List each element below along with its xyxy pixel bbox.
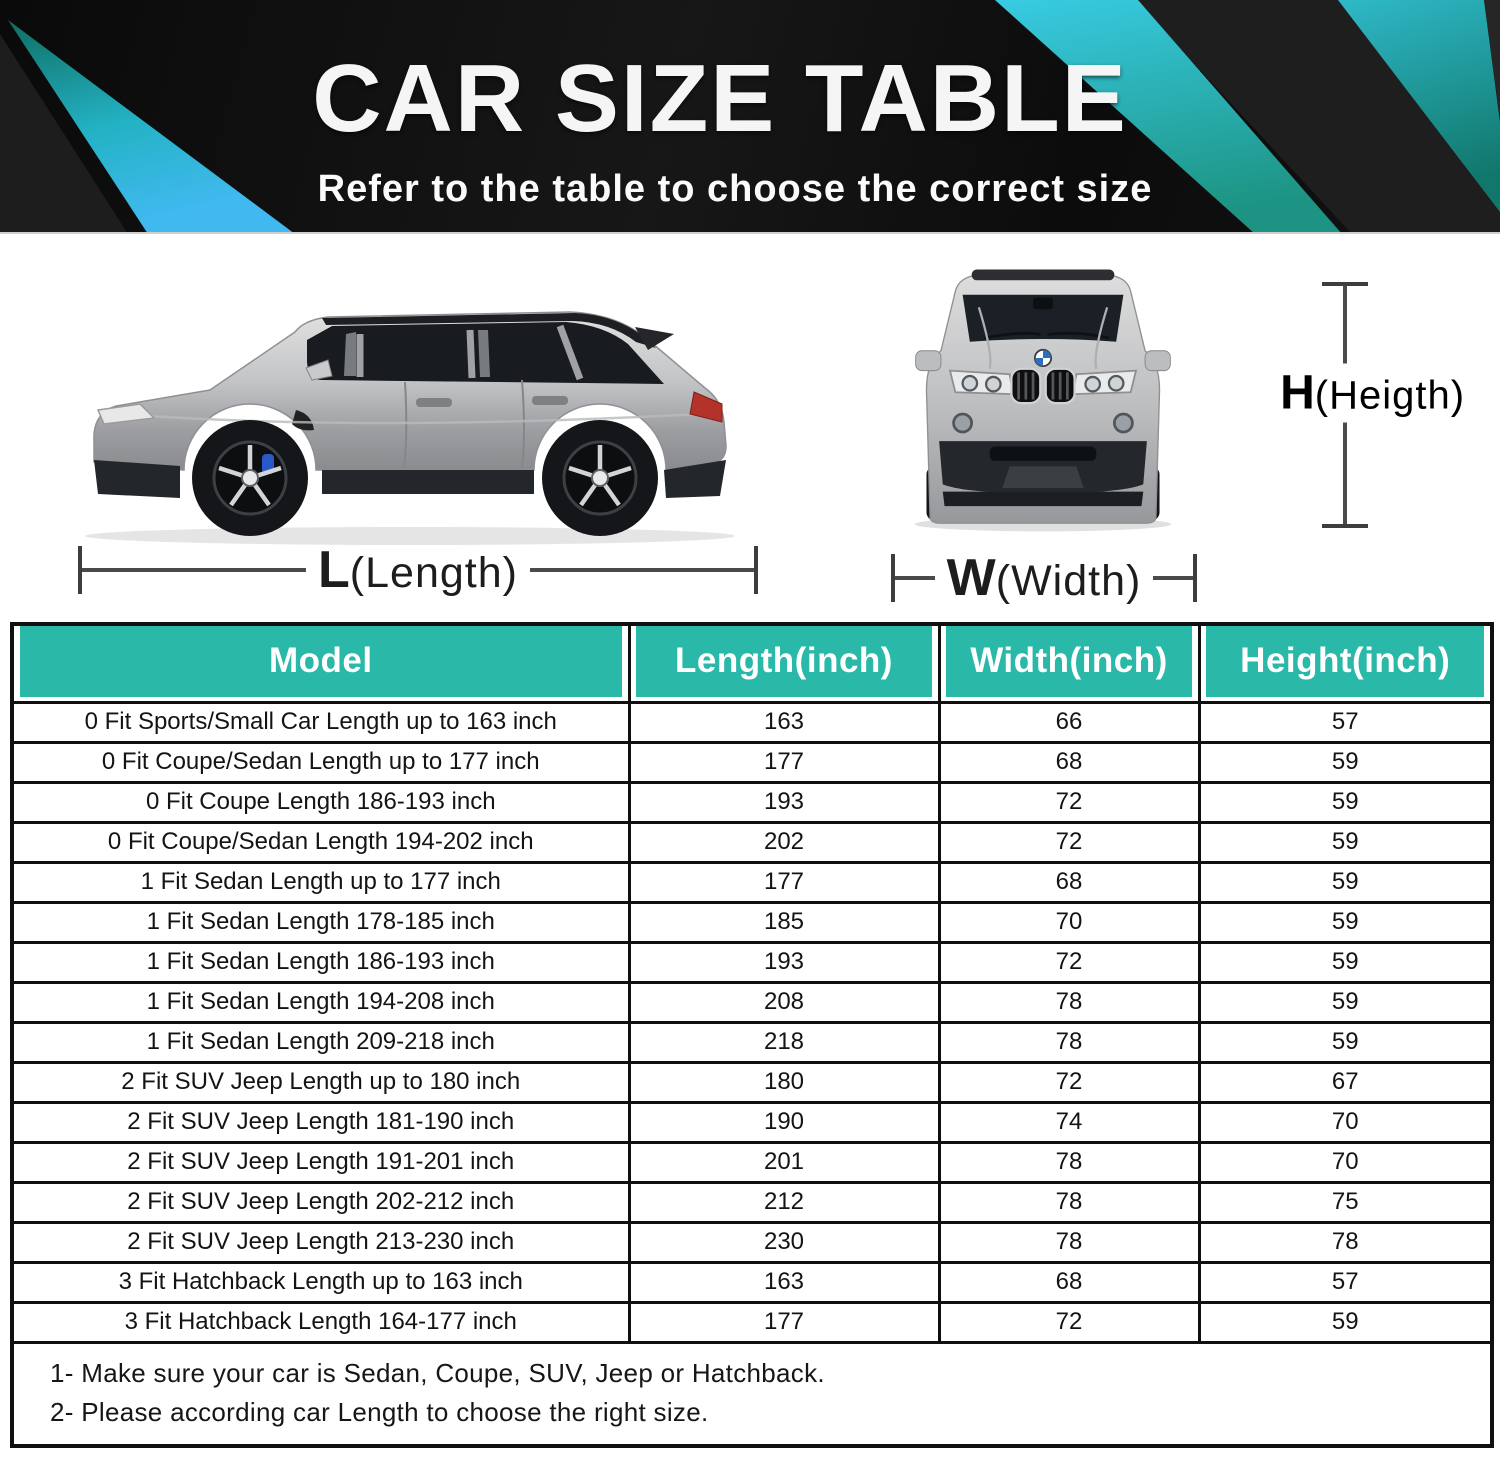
model-cell: 0 Fit Coupe/Sedan Length up to 177 inch xyxy=(12,742,629,782)
value-cell: 177 xyxy=(629,862,939,902)
model-cell: 3 Fit Hatchback Length up to 163 inch xyxy=(12,1262,629,1302)
col-header-width: Width(inch) xyxy=(939,624,1199,702)
value-cell: 68 xyxy=(939,1262,1199,1302)
length-dimension-line xyxy=(78,541,758,599)
value-cell: 185 xyxy=(629,902,939,942)
car-diagrams xyxy=(0,234,1500,622)
model-cell: 1 Fit Sedan Length up to 177 inch xyxy=(12,862,629,902)
height-dimension-line xyxy=(1280,282,1466,528)
value-cell: 67 xyxy=(1199,1062,1492,1102)
value-cell: 74 xyxy=(939,1102,1199,1142)
table-row xyxy=(12,982,1492,1022)
model-cell: 2 Fit SUV Jeep Length up to 180 inch xyxy=(12,1062,629,1102)
value-cell: 75 xyxy=(1199,1182,1492,1222)
model-cell: 0 Fit Sports/Small Car Length up to 163 inch xyxy=(12,702,629,742)
value-cell: 72 xyxy=(939,1302,1199,1342)
model-cell: 2 Fit SUV Jeep Length 181-190 inch xyxy=(12,1102,629,1142)
model-cell: 1 Fit Sedan Length 209-218 inch xyxy=(12,1022,629,1062)
value-cell: 59 xyxy=(1199,742,1492,782)
car-size-table xyxy=(10,622,1494,1448)
value-cell: 193 xyxy=(629,942,939,982)
model-cell: 2 Fit SUV Jeep Length 202-212 inch xyxy=(12,1182,629,1222)
value-cell: 78 xyxy=(939,982,1199,1022)
notes-cell xyxy=(12,1342,1492,1446)
note-line-2: 2- Please according car Length to choose the right size. xyxy=(50,1396,709,1427)
value-cell: 70 xyxy=(1199,1142,1492,1182)
table-row xyxy=(12,702,1492,742)
value-cell: 59 xyxy=(1199,822,1492,862)
banner-title: CAR SIZE TABLE xyxy=(312,45,1128,152)
height-bottom-tick xyxy=(1322,524,1368,528)
width-dimension-line xyxy=(891,549,1197,607)
value-cell: 78 xyxy=(1199,1222,1492,1262)
value-cell: 78 xyxy=(939,1022,1199,1062)
value-cell: 190 xyxy=(629,1102,939,1142)
value-cell: 177 xyxy=(629,742,939,782)
banner xyxy=(0,0,1500,234)
length-right-tick xyxy=(754,546,758,594)
rear-wheel xyxy=(542,420,658,536)
value-cell: 230 xyxy=(629,1222,939,1262)
size-table-body xyxy=(12,702,1492,1342)
value-cell: 59 xyxy=(1199,862,1492,902)
length-line-right xyxy=(530,568,754,572)
value-cell: 66 xyxy=(939,702,1199,742)
size-table-header xyxy=(12,624,1492,702)
value-cell: 59 xyxy=(1199,782,1492,822)
value-cell: 201 xyxy=(629,1142,939,1182)
note-line-1: 1- Make sure your car is Sedan, Coupe, SUV, Jeep or Hatchback. xyxy=(50,1357,825,1388)
model-cell: 2 Fit SUV Jeep Length 191-201 inch xyxy=(12,1142,629,1182)
value-cell: 78 xyxy=(939,1182,1199,1222)
car-front-view-image xyxy=(903,250,1183,540)
table-row xyxy=(12,742,1492,782)
value-cell: 72 xyxy=(939,822,1199,862)
value-cell: 163 xyxy=(629,702,939,742)
model-cell: 2 Fit SUV Jeep Length 213-230 inch xyxy=(12,1222,629,1262)
value-cell: 59 xyxy=(1199,1022,1492,1062)
model-cell: 0 Fit Coupe/Sedan Length 194-202 inch xyxy=(12,822,629,862)
value-cell: 208 xyxy=(629,982,939,1022)
table-row xyxy=(12,942,1492,982)
width-line-right xyxy=(1153,576,1193,580)
width-right-tick xyxy=(1193,554,1197,602)
value-cell: 68 xyxy=(939,862,1199,902)
table-row xyxy=(12,1222,1492,1262)
table-row xyxy=(12,1302,1492,1342)
value-cell: 202 xyxy=(629,822,939,862)
table-row xyxy=(12,1022,1492,1062)
value-cell: 59 xyxy=(1199,942,1492,982)
value-cell: 177 xyxy=(629,1302,939,1342)
col-header-height: Height(inch) xyxy=(1199,624,1492,702)
table-row xyxy=(12,1262,1492,1302)
table-row xyxy=(12,782,1492,822)
value-cell: 57 xyxy=(1199,702,1492,742)
value-cell: 78 xyxy=(939,1142,1199,1182)
model-cell: 3 Fit Hatchback Length 164-177 inch xyxy=(12,1302,629,1342)
value-cell: 59 xyxy=(1199,982,1492,1022)
value-cell: 68 xyxy=(939,742,1199,782)
value-cell: 193 xyxy=(629,782,939,822)
value-cell: 218 xyxy=(629,1022,939,1062)
banner-subtitle: Refer to the table to choose the correct size xyxy=(317,168,1153,210)
value-cell: 163 xyxy=(629,1262,939,1302)
value-cell: 180 xyxy=(629,1062,939,1102)
value-cell: 59 xyxy=(1199,902,1492,942)
front-wheel xyxy=(192,420,308,536)
value-cell: 72 xyxy=(939,942,1199,982)
table-row xyxy=(12,1062,1492,1102)
value-cell: 72 xyxy=(939,1062,1199,1102)
table-row xyxy=(12,1142,1492,1182)
length-label: L (Length) xyxy=(318,541,518,599)
width-label: W (Width) xyxy=(946,549,1142,607)
value-cell: 78 xyxy=(939,1222,1199,1262)
table-row xyxy=(12,822,1492,862)
length-line-left xyxy=(82,568,306,572)
value-cell: 70 xyxy=(939,902,1199,942)
height-label: H (Heigth) xyxy=(1274,363,1471,422)
width-line-left xyxy=(895,576,935,580)
model-cell: 1 Fit Sedan Length 194-208 inch xyxy=(12,982,629,1022)
value-cell: 59 xyxy=(1199,1302,1492,1342)
car-side-view-image xyxy=(60,264,760,546)
model-cell: 1 Fit Sedan Length 178-185 inch xyxy=(12,902,629,942)
col-header-length: Length(inch) xyxy=(629,624,939,702)
table-row xyxy=(12,862,1492,902)
value-cell: 72 xyxy=(939,782,1199,822)
value-cell: 70 xyxy=(1199,1102,1492,1142)
col-header-model: Model xyxy=(12,624,629,702)
table-row xyxy=(12,902,1492,942)
value-cell: 212 xyxy=(629,1182,939,1222)
model-cell: 1 Fit Sedan Length 186-193 inch xyxy=(12,942,629,982)
model-cell: 0 Fit Coupe Length 186-193 inch xyxy=(12,782,629,822)
table-row xyxy=(12,1102,1492,1142)
table-row xyxy=(12,1182,1492,1222)
value-cell: 57 xyxy=(1199,1262,1492,1302)
